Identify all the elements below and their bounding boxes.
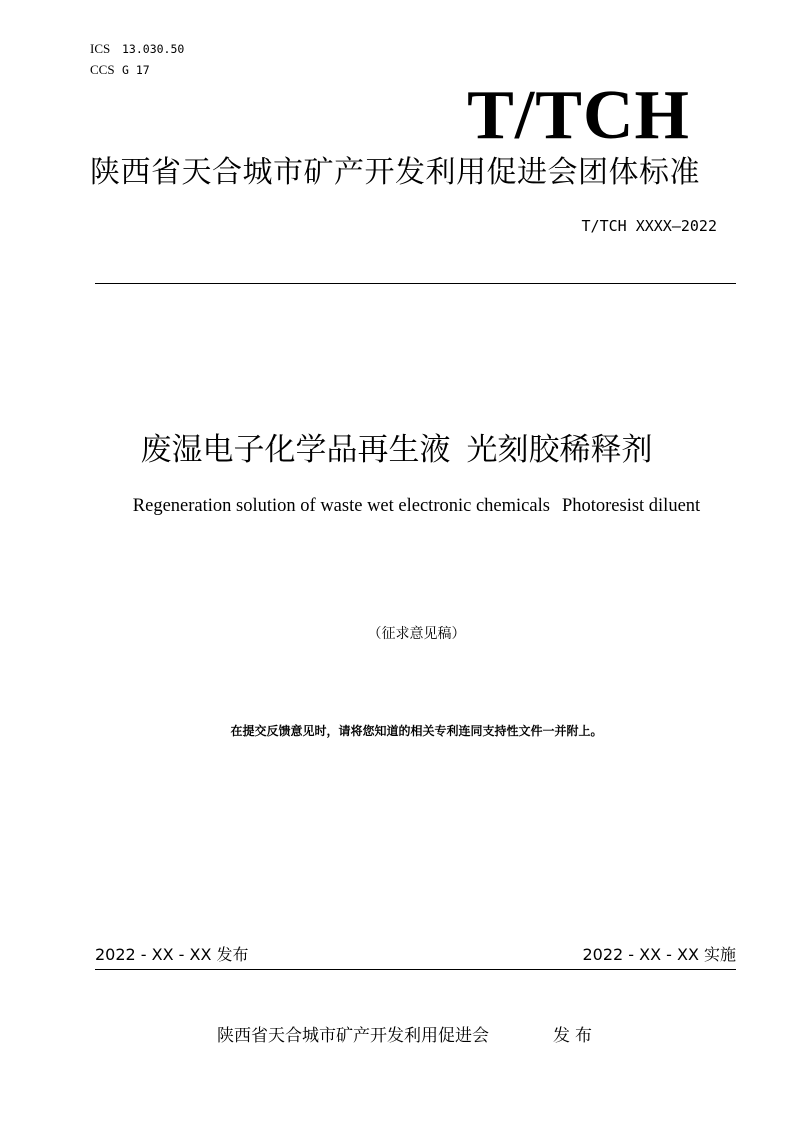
issue-date: 2022 - XX - XX 发布 (95, 945, 249, 964)
standard-logo: T/TCH (467, 77, 690, 154)
publisher-name: 陕西省天合城市矿产开发利用促进会 (217, 1026, 489, 1046)
implementation-date: 2022 - XX - XX 实施 (582, 945, 736, 964)
patent-notice: 在提交反馈意见时，请将您知道的相关专利连同支持性文件一并附上。 (230, 724, 603, 738)
ccs-classification (90, 59, 150, 78)
chinese-title (0, 427, 793, 473)
chinese-title-main: 废湿电子化学品再生液 (140, 432, 451, 468)
english-title-sub: Photoresist diluent (561, 496, 701, 516)
ics-value: 13.030.50 (122, 42, 185, 56)
ccs-value: G 17 (122, 63, 150, 77)
publish-label: 发布 (553, 1026, 597, 1046)
ics-label: ICS (90, 41, 111, 56)
ics-classification (90, 38, 184, 57)
standard-code: T/TCH XXXX—2022 (581, 217, 717, 235)
english-title (0, 493, 793, 519)
top-divider (95, 283, 736, 284)
ccs-label: CCS (90, 62, 115, 77)
organization-title: 陕西省天合城市矿产开发利用促进会团体标准 (90, 155, 700, 190)
english-title-main: Regeneration solution of waste wet electronic chemicals (132, 496, 550, 516)
chinese-title-sub: 光刻胶稀释剂 (466, 432, 653, 468)
draft-status: （征求意见稿） (367, 626, 466, 642)
bottom-divider (95, 969, 736, 970)
